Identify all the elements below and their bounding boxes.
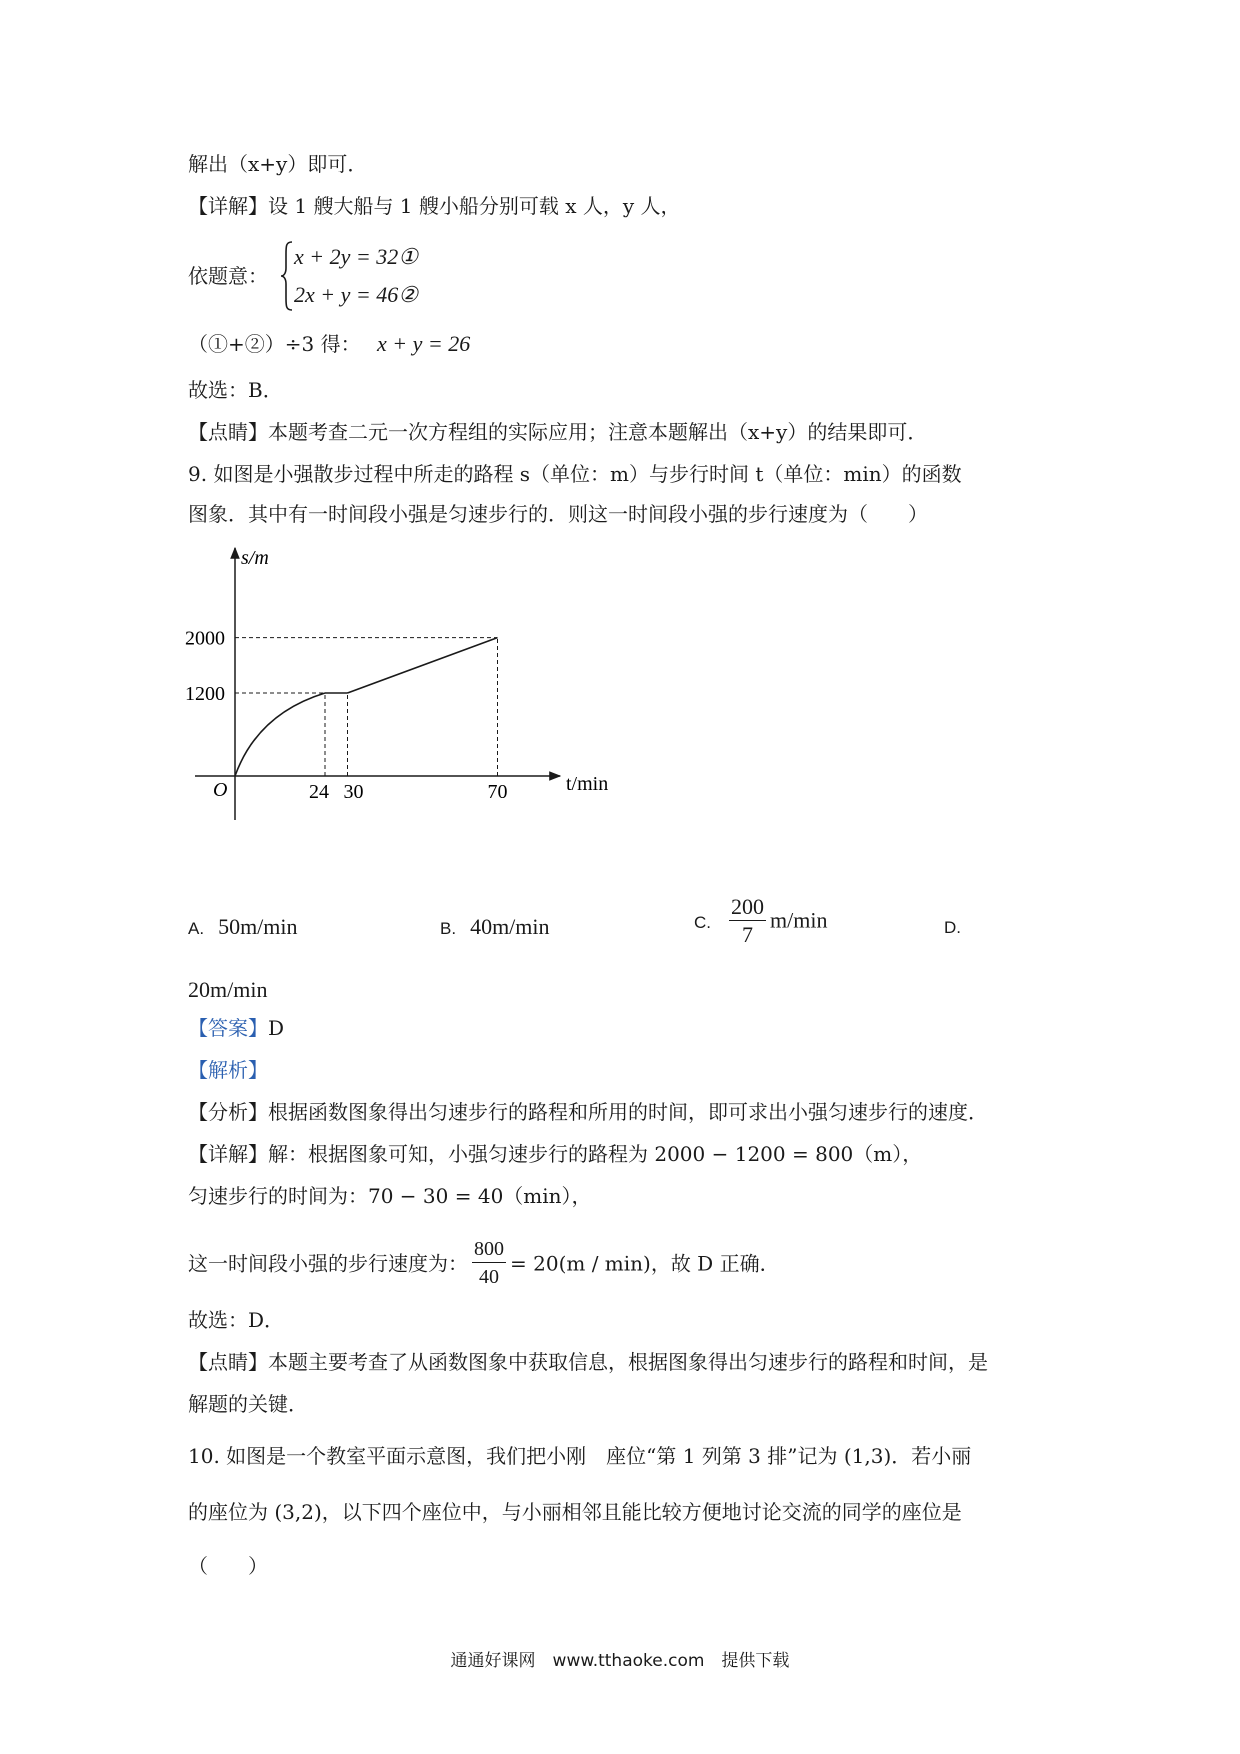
x-tick-label: 70	[487, 781, 508, 803]
x-tick-label: 24	[309, 781, 329, 803]
text-line: 【点睛】本题考查二元一次方程组的实际应用；注意本题解出（x+y）的结果即可．	[188, 420, 928, 444]
speed-numerator: 800	[474, 1238, 504, 1260]
speed-denominator: 40	[472, 1262, 506, 1291]
y-tick-label: 1200	[185, 683, 225, 706]
origin-label: O	[213, 779, 228, 801]
text-line: 解出（x+y）即可．	[188, 152, 368, 176]
option-c-denominator: 7	[729, 920, 766, 949]
option-d[interactable]	[944, 912, 975, 943]
question-10-line: 的座位为 (3,2)，以下四个座位中，与小丽相邻且能比较方便地讨论交流的同学的座位是	[188, 1500, 962, 1524]
question-10-line: （ ）	[188, 1554, 268, 1578]
y-tick-label: 2000	[185, 627, 225, 650]
series-curve-segment	[235, 693, 325, 776]
option-c-unit: m/min	[770, 907, 828, 933]
series-linear-segment	[348, 638, 498, 693]
speed-fraction	[472, 1236, 506, 1291]
option-c-numerator: 200	[731, 894, 764, 919]
option-a-letter: A.	[188, 919, 205, 938]
y-axis-label: s/m	[241, 547, 269, 569]
answer-line	[188, 1014, 284, 1042]
equation-1: x + 2y = 32①	[294, 244, 418, 269]
equation-2: 2x + y = 46②	[294, 282, 418, 307]
analysis-label: 【解析】	[188, 1058, 268, 1082]
text-line: 【详解】设 1 艘大船与 1 艘小船分别可载 x 人，y 人，	[188, 194, 681, 218]
detail-text: 匀速步行的时间为：70 − 30 = 40（min），	[188, 1184, 592, 1208]
option-c-letter: C.	[694, 912, 711, 932]
option-d-letter: D.	[944, 918, 961, 937]
speed-suffix: = 20(m / min)，故 D 正确．	[510, 1251, 780, 1276]
distance-time-chart	[180, 540, 700, 860]
x-tick-label: 30	[343, 781, 364, 803]
dianjing-text: 【点睛】本题主要考查了从函数图象中获取信息，根据图象得出匀速步行的路程和时间，是	[188, 1350, 988, 1374]
step-prefix: （①+②）÷3 得：	[188, 332, 361, 356]
dianjing-text: 解题的关键．	[188, 1392, 308, 1416]
option-a-text: 50m/min	[218, 914, 298, 939]
question-9-line: 图象．其中有一时间段小强是匀速步行的．则这一时间段小强的步行速度为（ ）	[188, 502, 928, 526]
answer-label: 【答案】	[188, 1016, 268, 1040]
text-line: 故选：B．	[188, 378, 283, 402]
step-math: x + y = 26	[376, 331, 471, 356]
equation-label: 依题意：	[188, 264, 268, 288]
option-b[interactable]	[440, 912, 550, 944]
question-9-line: 9. 如图是小强散步过程中所走的路程 s（单位：m）与步行时间 t（单位：min）的函数	[188, 462, 962, 486]
option-b-letter: B.	[440, 919, 457, 938]
option-d-text: 20m/min	[188, 977, 268, 1002]
page-footer: 通通好课网 www.tthaoke.com 提供下载	[450, 1651, 790, 1671]
x-axis-label: t/min	[566, 773, 609, 795]
option-c[interactable]	[694, 894, 827, 949]
left-brace-icon	[280, 240, 294, 312]
analysis-text: 【分析】根据函数图象得出匀速步行的路程和所用的时间，即可求出小强匀速步行的速度．	[188, 1100, 988, 1124]
option-a[interactable]	[188, 912, 298, 944]
answer-value: D	[268, 1016, 285, 1040]
speed-prefix: 这一时间段小强的步行速度为：	[188, 1251, 468, 1276]
speed-calculation	[188, 1236, 780, 1291]
text-line	[188, 330, 470, 358]
choose-text: 故选：D．	[188, 1308, 285, 1332]
detail-text: 【详解】解：根据图象可知，小强匀速步行的路程为 2000 − 1200 = 800（m），	[188, 1142, 923, 1166]
question-10-line: 10. 如图是一个教室平面示意图，我们把小刚 座位“第 1 列第 3 排”记为 (1,3)．若小丽	[188, 1444, 972, 1468]
option-b-text: 40m/min	[470, 914, 550, 939]
option-c-fraction	[729, 894, 766, 949]
